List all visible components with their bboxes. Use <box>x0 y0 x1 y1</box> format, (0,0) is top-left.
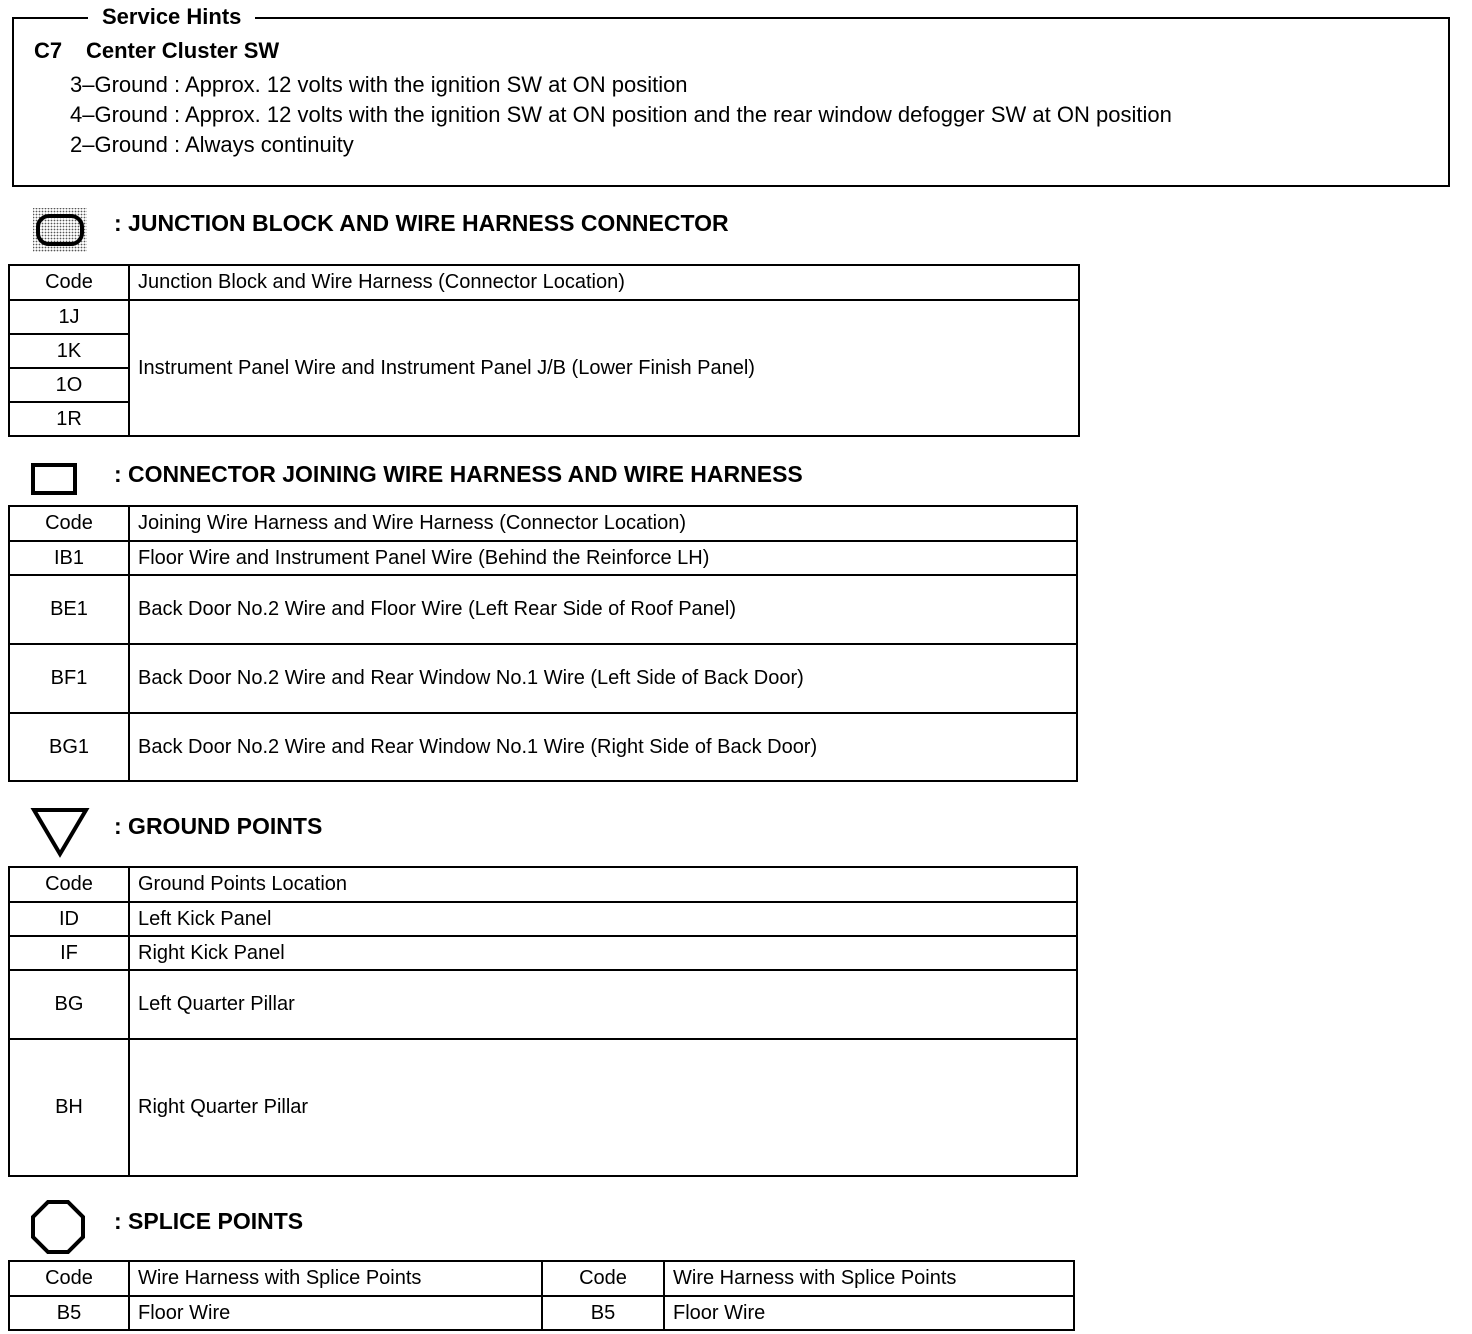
header-desc: Joining Wire Harness and Wire Harness (Connector Location) <box>129 506 1077 541</box>
connector-code: C7 <box>34 38 63 63</box>
joining-section-title: : CONNECTOR JOINING WIRE HARNESS AND WIRE HARNESS <box>114 461 803 487</box>
splice-section-title: : SPLICE POINTS <box>114 1208 304 1234</box>
table-row <box>9 970 1077 1039</box>
header-code-right: Code <box>542 1261 664 1296</box>
octagon-icon <box>30 1199 86 1255</box>
cell-code: BG <box>9 970 129 1039</box>
cell-desc: Left Quarter Pillar <box>129 970 1077 1039</box>
header-code: Code <box>9 506 129 541</box>
cell-desc: Right Quarter Pillar <box>129 1039 1077 1176</box>
cell-desc: Back Door No.2 Wire and Floor Wire (Left Rear Side of Roof Panel) <box>129 575 1077 644</box>
splice-table <box>8 1260 1075 1331</box>
junction-table <box>8 264 1080 437</box>
cell-code: ID <box>9 902 129 936</box>
cell-code: BH <box>9 1039 129 1176</box>
cell-code: 1J <box>9 300 129 334</box>
cell-code: BG1 <box>9 713 129 781</box>
cell-desc-left: Floor Wire <box>129 1296 542 1330</box>
service-hints-title: Service Hints <box>88 3 255 31</box>
cell-code-right: B5 <box>542 1296 664 1330</box>
cell-desc: Instrument Panel Wire and Instrument Panel J/B (Lower Finish Panel) <box>129 300 1079 436</box>
table-row <box>9 1296 1074 1330</box>
table-header-row <box>9 265 1079 300</box>
cell-desc: Back Door No.2 Wire and Rear Window No.1 Wire (Right Side of Back Door) <box>129 713 1077 781</box>
triangle-down-icon <box>30 806 90 858</box>
table-row <box>9 1039 1077 1176</box>
service-hints-connector <box>34 38 279 64</box>
ground-table <box>8 866 1078 1177</box>
cell-desc: Right Kick Panel <box>129 936 1077 970</box>
junction-section-title: : JUNCTION BLOCK AND WIRE HARNESS CONNECTOR <box>114 210 729 236</box>
header-desc: Ground Points Location <box>129 867 1077 902</box>
cell-code: 1O <box>9 368 129 402</box>
header-desc-right: Wire Harness with Splice Points <box>664 1261 1074 1296</box>
joining-table <box>8 505 1078 782</box>
header-desc: Junction Block and Wire Harness (Connector Location) <box>129 265 1079 300</box>
cell-code: IF <box>9 936 129 970</box>
ground-section-title: : GROUND POINTS <box>114 813 323 839</box>
table-row <box>9 644 1077 713</box>
cell-code: IB1 <box>9 541 129 575</box>
cell-code: 1R <box>9 402 129 436</box>
table-row <box>9 575 1077 644</box>
header-desc-left: Wire Harness with Splice Points <box>129 1261 542 1296</box>
cell-desc: Back Door No.2 Wire and Rear Window No.1 Wire (Left Side of Back Door) <box>129 644 1077 713</box>
cell-desc: Floor Wire and Instrument Panel Wire (Behind the Reinforce LH) <box>129 541 1077 575</box>
table-header-row <box>9 867 1077 902</box>
header-code-left: Code <box>9 1261 129 1296</box>
table-header-row <box>9 1261 1074 1296</box>
table-header-row <box>9 506 1077 541</box>
table-row <box>9 713 1077 781</box>
hint-line-2: 4–Ground : Approx. 12 volts with the ignition SW at ON position and the rear window defogger SW at ON position <box>70 102 1172 127</box>
connector-name: Center Cluster SW <box>86 38 280 63</box>
table-row <box>9 541 1077 575</box>
cell-desc-right: Floor Wire <box>664 1296 1074 1330</box>
hint-line-1: 3–Ground : Approx. 12 volts with the ignition SW at ON position <box>70 72 688 97</box>
cell-code: BE1 <box>9 575 129 644</box>
rounded-square-dotted-icon <box>32 207 88 253</box>
header-code: Code <box>9 265 129 300</box>
table-row <box>9 300 1079 334</box>
cell-desc: Left Kick Panel <box>129 902 1077 936</box>
table-row <box>9 902 1077 936</box>
table-row <box>9 936 1077 970</box>
cell-code-left: B5 <box>9 1296 129 1330</box>
cell-code: 1K <box>9 334 129 368</box>
header-code: Code <box>9 867 129 902</box>
cell-code: BF1 <box>9 644 129 713</box>
hint-line-3: 2–Ground : Always continuity <box>70 132 354 157</box>
rectangle-icon <box>30 461 78 497</box>
